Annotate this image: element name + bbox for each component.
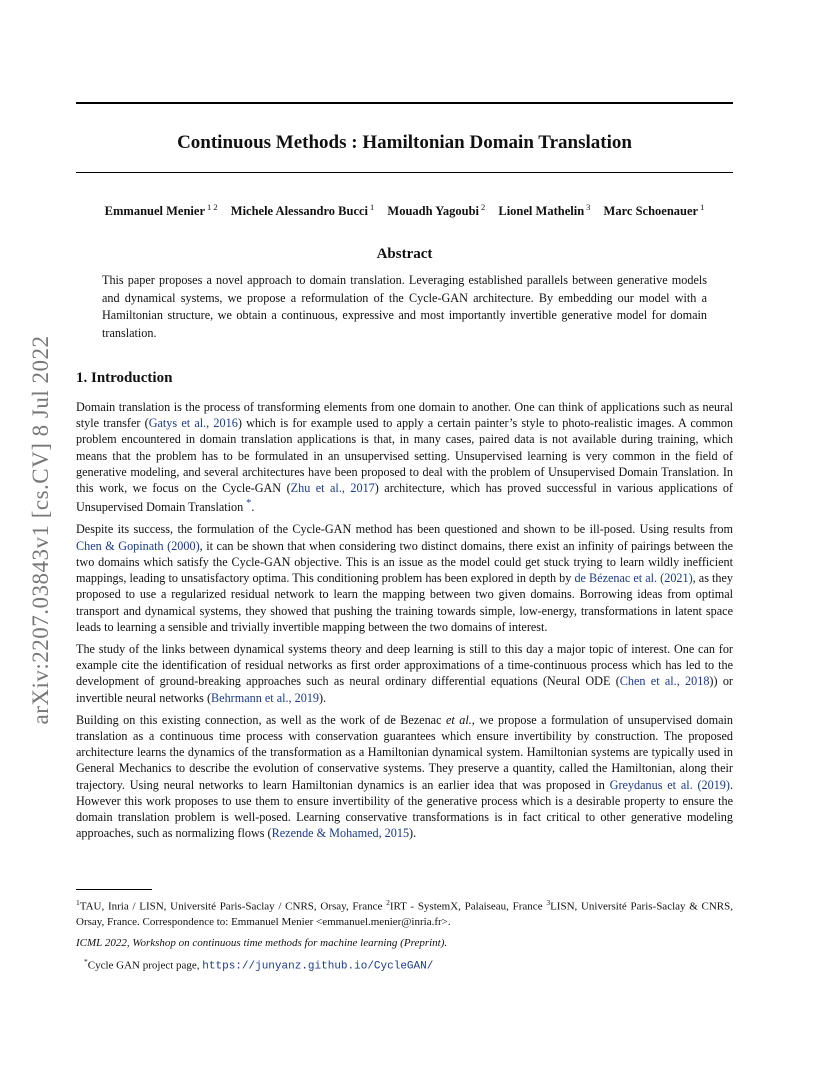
venue-note: ICML 2022, Workshop on continuous time methods for machine learning (Preprint). [76, 937, 448, 949]
footnote-rule [76, 889, 152, 890]
author: Michele Alessandro Bucci $^1$ [230, 202, 375, 219]
citation-link[interactable]: Zhu et al., 2017 [290, 481, 375, 496]
citation-link[interactable]: Behrmann et al., 2019 [211, 690, 320, 705]
author: Lionel Mathelin $^3$ [498, 202, 591, 219]
author: Mouadh Yagoubi $^2$ [387, 202, 486, 219]
affiliation-footnote: $^1$TAU, Inria / LISN, Université Paris-Saclay / CNRS, Orsay, France $^2$IRT - SystemX, Palaiseau, France $^3$LISN, Université Paris-Saclay & CNRS, Orsay, France. Correspondence to: Emmanuel Menier <emmanuel.menier@inria.fr>. [76, 898, 734, 928]
arxiv-stamp [24, 300, 58, 760]
citation-link[interactable]: Chen & Gopinath (2000) [76, 538, 200, 553]
abstract-text: This paper proposes a novel approach to domain translation. Leveraging established parallels between generative models and dynamical systems, we propose a reformulation of the Cycle-GAN architecture. By embedding our model with a Hamiltonian structure, we obtain a continuous, expressive and most importantly invertible generative model for domain translation. [102, 273, 707, 340]
title-rule-top [76, 102, 733, 104]
citation-link[interactable]: Gatys et al., 2016 [148, 416, 238, 431]
section-heading-introduction: 1. Introduction [76, 370, 173, 386]
footnote-marker[interactable]: * [246, 498, 252, 510]
citation-link[interactable]: Greydanus et al. (2019) [609, 777, 730, 792]
author: Marc Schoenauer $^1$ [603, 202, 705, 219]
project-footnote: *Cycle GAN project page, https://junyanz.github.io/CycleGAN/ [84, 957, 434, 973]
author-list [76, 202, 733, 219]
citation-link[interactable]: Chen et al., 2018 [619, 674, 710, 689]
author: Emmanuel Menier $^{1 2}$ [104, 202, 218, 219]
citation-link[interactable]: de Bézenac et al. (2021) [574, 571, 693, 586]
paragraph: Building on this existing connection, as well as the work of de Bezenac et al., we propose a formulation of unsupervised domain translation as a continuous time process with conservation guarantees which ensure invertibility by construction. The proposed architecture learns the dynamics of the transformation as a Hamiltonian dynamical system. Hamiltonian systems are typically used in General Mechanics to describe the evolution of conservative systems. They preserve a quantity, called the Hamiltonian, along their trajectory. Using neural networks to learn Hamiltonian dynamics is an earlier idea that was proposed in Greydanus et al. (2019). However this work proposes to use them to ensure invertibility of the generative process which is a desirable property to ensure the domain translation problem is well-posed. Learning conservative transformations is in fact critical to other generative modeling approaches, such as normalizing flows (Rezende & Mohamed, 2015). [76, 712, 733, 841]
abstract-heading: Abstract [376, 246, 433, 262]
paragraph: Domain translation is the process of transforming elements from one domain to another. One can think of applications such as neural style transfer (Gatys et al., 2016) which is for example used to apply a certain painter’s style to photo-realistic images. A common problem encountered in domain translation applications is that, in many cases, paired data is not available during training, which means that the problem has to be formulated in an unsupervised setting. Unsupervised learning is very common in the field of generative modeling, and several architectures have been proposed to deal with the problem of Unsupervised Domain Translation. In this work, we focus on the Cycle-GAN (Zhu et al., 2017) architecture, which has proved successful in various applications of Unsupervised Domain Translation *. [76, 400, 733, 515]
paragraph: The study of the links between dynamical systems theory and deep learning is still to this day a major topic of interest. One can for example cite the identification of residual networks as first order approximations of a time-continuous process which has led to the development of ground-breaking approaches such as neural ordinary differential equations (Neural ODE (Chen et al., 2018)) or invertible neural networks (Behrmann et al., 2019). [76, 641, 733, 705]
paper-title: Continuous Methods : Hamiltonian Domain Translation [177, 132, 632, 153]
body-text [76, 399, 733, 847]
project-url-link[interactable]: https://junyanz.github.io/CycleGAN/ [202, 960, 434, 973]
arxiv-id: arXiv:2207.03843v1 [cs.CV] 8 Jul 2022 [28, 335, 53, 725]
citation-link[interactable]: Rezende & Mohamed, 2015 [271, 826, 410, 841]
title-rule-bottom [76, 172, 733, 173]
paragraph: Despite its success, the formulation of the Cycle-GAN method has been questioned and shown to be ill-posed. Using results from Chen & Gopinath (2000), it can be shown that when considering two distinct domains, there exist an infinity of pairings between the two domains which satisfy the Cycle-GAN objective. This is an issue as the model could get stuck trying to learn wildly inefficient mappings, leading to unsatisfactory optima. This conditioning problem has been explored in depth by de Bézenac et al. (2021), as they proposed to use a regularized residual network to learn the mapping between two given domains. Borrowing ideas from optimal transport and dynamical systems, they showed that pushing the training towards simple, low-energy, transformations in latent space leads to learning a sensible and trivially invertible mapping between the two domains of interest. [76, 522, 734, 634]
